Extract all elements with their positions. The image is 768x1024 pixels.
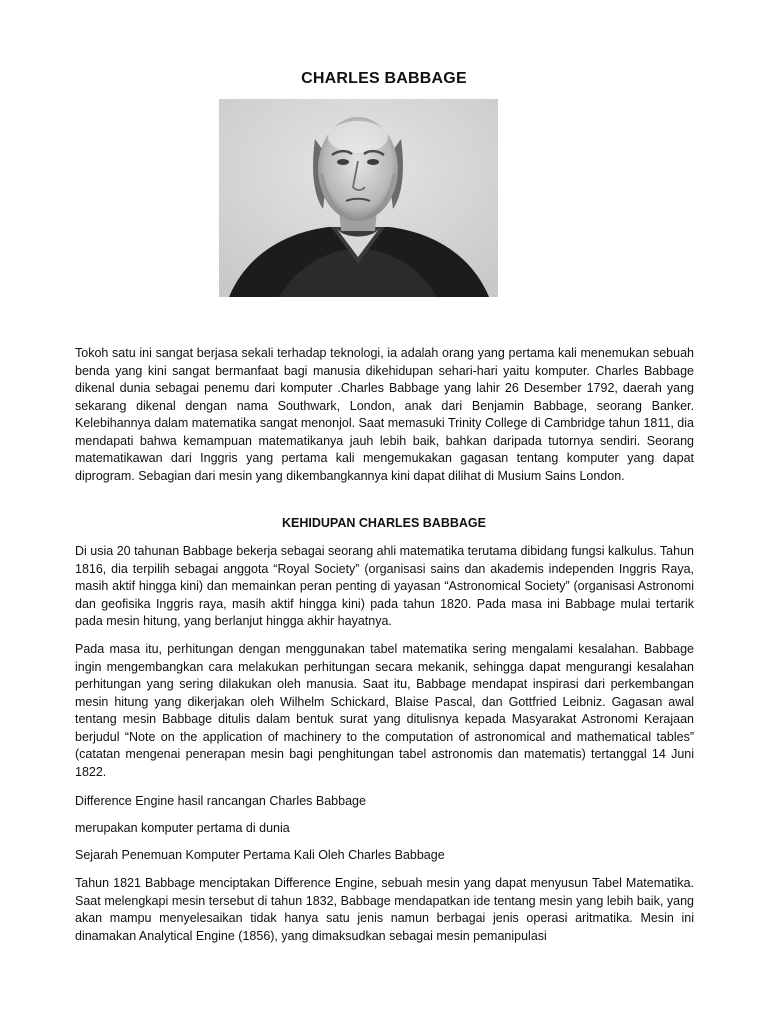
subheading-line: Sejarah Penemuan Komputer Pertama Kali Oleh Charles Babbage — [75, 848, 445, 862]
page-title: CHARLES BABBAGE — [301, 70, 467, 87]
life-paragraph-2: Pada masa itu, perhitungan dengan menggunakan tabel matematika sering mengalami kesalahan. Babbage ingin mengembangkan cara melakukan perhitungan secara mekanik, sehingga dapat mengurangi kesalahan perhitungan yang sering dilakukan oleh manusia. Saat itu, Babbage mendapat inspirasi dari perkembangan mesin hitung yang dikerjakan oleh Wilhelm Schickard, Blaise Pascal, dan Gottfried Leibniz. Gagasan awal tentang mesin Babbage ditulis dalam bentuk surat yang ditulisnya kepada Masyarakat Astronomi Kerajaan berjudul “Note on the application of machinery to the computation of astronomical and mathematical tables” (catatan mengenai penerapan mesin bagi penghitungan tabel astronomis dan matematis) tertanggal 14 Juni 1822. — [75, 642, 694, 779]
section-heading: KEHIDUPAN CHARLES BABBAGE — [282, 516, 486, 530]
history-paragraph: Tahun 1821 Babbage menciptakan Difference Engine, sebuah mesin yang dapat menyusun Tabel Matematika. Saat melengkapi mesin tersebut di tahun 1832, Babbage mendapatkan ide tentang mesin yang lebih baik, yang akan mampu menyelesaikan tidak hanya satu jenis namun berbagai jenis operasi aritmatika. Mesin ini dinamakan Analytical Engine (1856), yang dimaksudkan sebagai mesin pemanipulasi — [75, 876, 694, 943]
caption-line-1: Difference Engine hasil rancangan Charles Babbage — [75, 794, 366, 808]
portrait-image — [219, 99, 498, 297]
intro-paragraph: Tokoh satu ini sangat berjasa sekali terhadap teknologi, ia adalah orang yang pertama kali menemukan sebuah benda yang kini sangat bermanfaat bagi manusia dikehidupan sehari-hari yaitu komputer. Charles Babbage dikenal dunia sebagai penemu dari komputer .Charles Babbage yang lahir 26 Desember 1792, daerah yang sekarang dikenal dengan nama Southwark, London, anak dari Benjamin Babbage, seorang Banker. Kelebihannya dalam matematika sangat menonjol. Saat memasuki Trinity College di Cambridge tahun 1811, dia mendapati bahwa kemampuan matematikanya jauh lebih baik, bahkan daripada tutornya sendiri. Seorang matematikawan dari Inggris yang pertama kali mengemukakan gagasan tentang komputer yang dapat diprogram. Sebagian dari mesin yang dikembangkannya kini dapat dilihat di Musium Sains London. — [75, 346, 694, 483]
life-paragraph-1: Di usia 20 tahunan Babbage bekerja sebagai seorang ahli matematika terutama dibidang fungsi kalkulus. Tahun 1816, dia terpilih sebagai anggota “Royal Society” (organisasi sains dan akademis independen Inggris Raya, masih aktif hingga kini) dan memainkan peran penting di yayasan “Astronomical Society” (organisasi Astronomi dan geofisika Inggris raya, masih aktif hingga kini) pada tahun 1820. Pada masa ini Babbage mulai tertarik pada mesin hitung, yang berlanjut hingga akhir hayatnya. — [75, 544, 694, 628]
caption-line-2: merupakan komputer pertama di dunia — [75, 821, 290, 835]
